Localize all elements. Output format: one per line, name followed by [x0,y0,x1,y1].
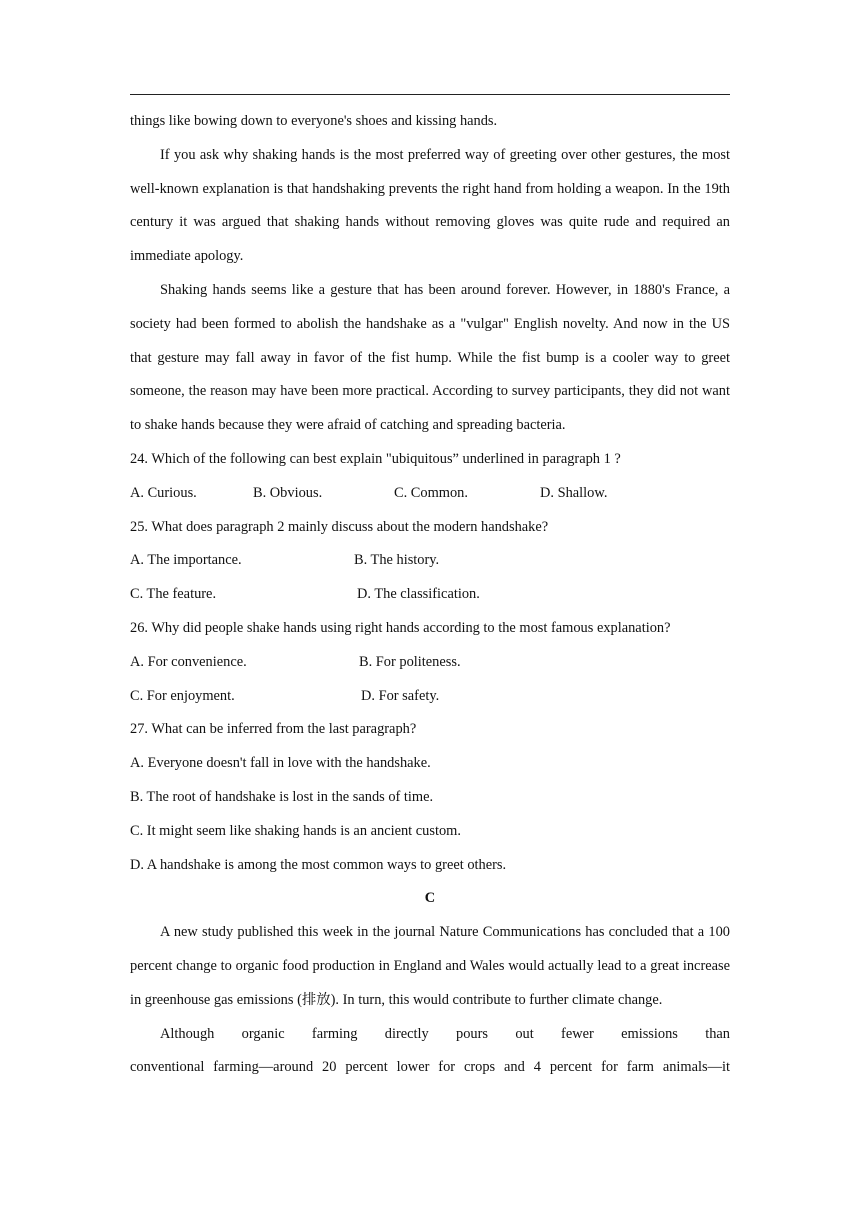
option-d: D. Shallow. [540,484,608,501]
option-a: A. Curious. [130,484,197,501]
section-heading: C [424,890,436,907]
option-d: D. For safety. [361,687,440,704]
question-26-options-row1 [130,646,730,680]
paragraph-explanation: If you ask why shaking hands is the most preferred way of greeting over other gestures, the most well-known explanation is that handshaking prevents the right hand from holding a weapon. In the 19th century it was argued that shaking hands without removing gloves was quite rude and required an immediate apology. [130,146,730,265]
paragraph-last: Shaking hands seems like a gesture that has been around forever. However, in 1880's France, a society had been formed to abolish the handshake as a "vulgar" English novelty. And now in the US that gesture may fall away in favor of the fist hump. While the fist bump is a cooler way to greet someone, the reason may have been more practical. According to survey participants, they did not want to shake hands because they were afraid of catching and spreading bacteria. [130,281,730,434]
option-b: B. The history. [354,552,440,569]
header-rule [130,94,730,95]
paragraph-continuation: things like bowing down to everyone's shoes and kissing hands. [130,113,498,129]
document-body [130,105,730,1085]
option-b: B. For politeness. [359,653,461,670]
question-26-stem: 26. Why did people shake hands using right hands according to the most famous explanation? [130,619,671,636]
question-25-options-row1 [130,544,730,578]
option-a: A. The importance. [130,552,242,569]
question-25-stem: 25. What does paragraph 2 mainly discuss about the modern handshake? [130,518,549,535]
question-26-options-row2 [130,680,730,714]
option-c: C. The feature. [130,586,217,603]
passage-c-paragraph-1: A new study published this week in the journal Nature Communications has concluded that a 100 percent change to organic food production in England and Wales would actually lead to a great increase in greenhouse gas emissions (排放). In turn, this would contribute to further climate change. [130,924,730,1008]
question-27-stem: 27. What can be inferred from the last paragraph? [130,721,417,738]
option-b: B. Obvious. [253,484,323,501]
question-24-options [130,477,730,511]
question-25-options-row2 [130,578,730,612]
option-b: B. The root of handshake is lost in the sands of time. [130,788,434,805]
option-c: C. For enjoyment. [130,687,235,704]
option-a: A. For convenience. [130,653,247,670]
passage-c-paragraph-2-line-1: Although organic farming directly pours out fewer emissions than [160,1025,730,1042]
option-a: A. Everyone doesn't fall in love with the handshake. [130,755,431,772]
passage-c-paragraph-2-line-2: conventional farming—around 20 percent lower for crops and 4 percent for farm animals—it [130,1059,730,1076]
option-c: C. Common. [394,484,468,501]
question-24-stem: 24. Which of the following can best explain "ubiquitous” underlined in paragraph 1 ? [130,450,621,467]
option-d: D. The classification. [357,586,480,603]
option-d: D. A handshake is among the most common ways to greet others. [130,856,507,873]
option-c: C. It might seem like shaking hands is an ancient custom. [130,822,461,839]
